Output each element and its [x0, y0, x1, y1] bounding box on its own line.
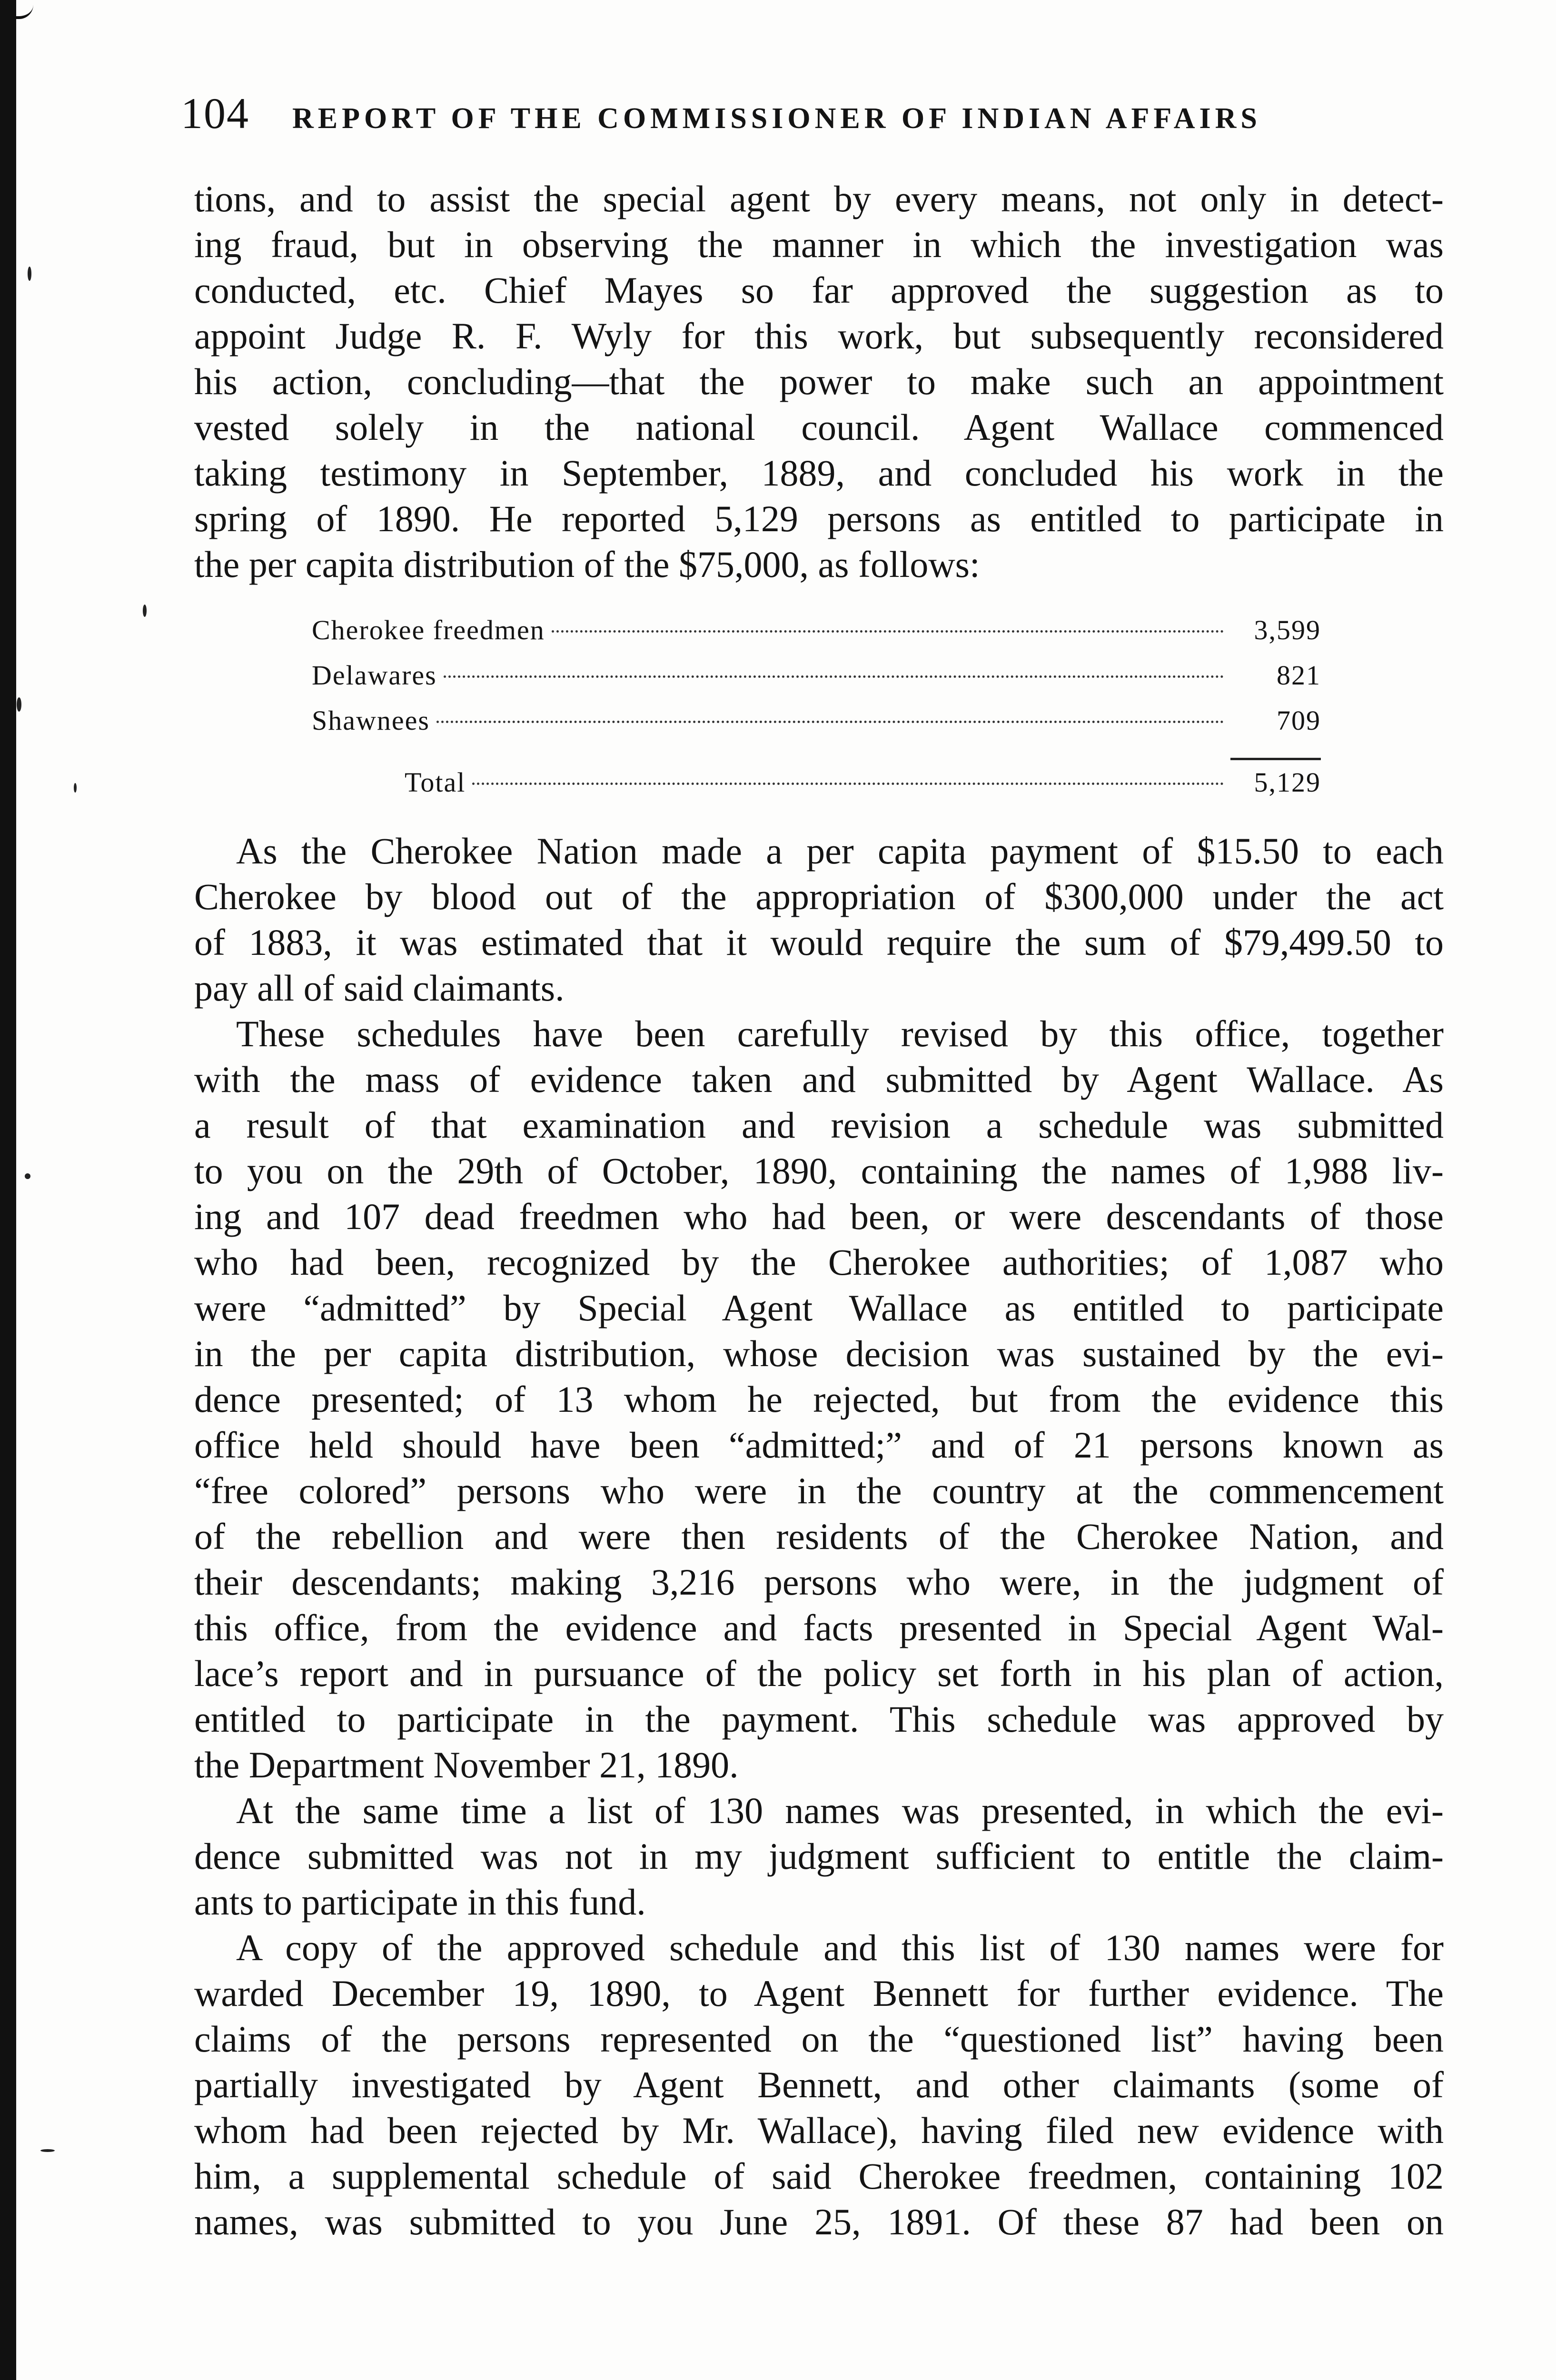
paragraph-4-line-text: At the same time a list of 130 names was presented, in which the evi-: [236, 1790, 1444, 1831]
population-table: [312, 614, 1321, 798]
scan-speck: [25, 1173, 30, 1179]
scan-corner-mark: [5, 5, 33, 19]
paragraph-5-line-text: A copy of the approved schedule and this list of 130 names were for: [236, 1927, 1444, 1968]
paragraph-5-line: whom had been rejected by Mr. Wallace), having filed new evidence with: [194, 2110, 1444, 2151]
dot-leader: [552, 630, 1224, 633]
scan-speck: [74, 783, 77, 793]
paragraph-5-line: [194, 1925, 1444, 1971]
paragraph-3-line: entitled to participate in the payment. This schedule was approved by: [194, 1698, 1444, 1740]
paragraph-3-line: their descendants; making 3,216 persons who were, in the judgment of: [194, 1561, 1444, 1603]
running-title: REPORT OF THE COMMISSIONER OF INDIAN AFFAIRS: [292, 102, 1261, 135]
paragraph-4-line: [194, 1788, 1444, 1834]
paragraph-1-line: his action, concluding—that the power to make such an appointment: [194, 361, 1444, 402]
table-row-label: Delawares: [312, 660, 437, 691]
paragraph-3-line: with the mass of evidence taken and submitted by Agent Wallace. As: [194, 1059, 1444, 1100]
table-row: [312, 614, 1321, 659]
page-header: [181, 88, 1447, 145]
dot-leader: [436, 721, 1224, 723]
paragraph-2-line-text: As the Cherokee Nation made a per capita payment of $15.50 to each: [236, 830, 1444, 872]
scan-speck: [28, 267, 31, 281]
table-row: [312, 704, 1321, 750]
paragraph-3-line: office held should have been “admitted;” and of 21 persons known as: [194, 1424, 1444, 1466]
paragraph-3-line: dence presented; of 13 whom he rejected, but from the evidence this: [194, 1378, 1444, 1420]
paragraph-1-line: vested solely in the national council. Agent Wallace commenced: [194, 407, 1444, 448]
paragraph-3-line: were “admitted” by Special Agent Wallace as entitled to participate: [194, 1287, 1444, 1329]
dot-leader: [444, 675, 1224, 678]
paragraph-1-line: taking testimony in September, 1889, and concluded his work in the: [194, 452, 1444, 494]
paragraph-1-line: ing fraud, but in observing the manner in which the investigation was: [194, 224, 1444, 265]
table-row: [312, 659, 1321, 704]
paragraph-2-line: of 1883, it was estimated that it would require the sum of $79,499.50 to: [194, 922, 1444, 963]
paragraph-3-line: lace’s report and in pursuance of the policy set forth in his plan of action,: [194, 1653, 1444, 1694]
paragraph-1-line: the per capita distribution of the $75,000, as follows:: [194, 544, 980, 585]
paragraph-4-line: dence submitted was not in my judgment sufficient to entitle the claim-: [194, 1835, 1444, 1877]
table-row-value: 821: [1277, 660, 1321, 691]
paragraph-3-line: this office, from the evidence and facts presented in Special Agent Wal-: [194, 1607, 1444, 1648]
paragraph-3-line: who had been, recognized by the Cherokee authorities; of 1,087 who: [194, 1241, 1444, 1283]
paragraph-2-line: [194, 828, 1444, 874]
paragraph-5-line: claims of the persons represented on the “questioned list” having been: [194, 2018, 1444, 2060]
scan-speck: [17, 697, 21, 712]
page-number: 104: [181, 89, 249, 138]
paragraph-1-line: spring of 1890. He reported 5,129 persons as entitled to participate in: [194, 498, 1444, 539]
paragraph-5-line: warded December 19, 1890, to Agent Bennett for further evidence. The: [194, 1973, 1444, 2014]
table-total-row: [405, 766, 1321, 812]
paragraph-3-line-text: These schedules have been carefully revised by this office, together: [236, 1013, 1444, 1054]
paragraph-2-line: pay all of said claimants.: [194, 967, 565, 1009]
paragraph-5-line: partially investigated by Agent Bennett, and other claimants (some of: [194, 2064, 1444, 2105]
paragraph-4-line: ants to participate in this fund.: [194, 1881, 646, 1923]
scan-speck: [143, 605, 147, 617]
paragraph-3-line: to you on the 29th of October, 1890, containing the names of 1,988 liv-: [194, 1150, 1444, 1191]
table-row-value: 3,599: [1254, 615, 1321, 645]
paragraph-5-line: him, a supplemental schedule of said Cherokee freedmen, containing 102: [194, 2155, 1444, 2197]
paragraph-3-line: a result of that examination and revision a schedule was submitted: [194, 1104, 1444, 1146]
dot-leader: [472, 783, 1224, 785]
scan-speck: [40, 2149, 55, 2152]
paragraph-2-line: Cherokee by blood out of the appropriation of $300,000 under the act: [194, 876, 1444, 917]
table-total-value: 5,129: [1254, 767, 1321, 798]
sum-rule: [1230, 758, 1321, 760]
scan-edge-left: [0, 0, 16, 2380]
paragraph-1-line: appoint Judge R. F. Wyly for this work, but subsequently reconsidered: [194, 315, 1444, 357]
paragraph-3-line: ing and 107 dead freedmen who had been, or were descendants of those: [194, 1196, 1444, 1237]
paragraph-1-line: conducted, etc. Chief Mayes so far approved the suggestion as to: [194, 269, 1444, 311]
table-row-value: 709: [1277, 705, 1321, 736]
paragraph-3-line: [194, 1011, 1444, 1057]
paragraph-5-line: names, was submitted to you June 25, 1891. Of these 87 had been on: [194, 2201, 1444, 2242]
table-row-label: Cherokee freedmen: [312, 615, 545, 645]
paragraph-3-line: “free colored” persons who were in the country at the commencement: [194, 1470, 1444, 1511]
paragraph-1-line: tions, and to assist the special agent by every means, not only in detect-: [194, 178, 1444, 219]
paragraph-3-line: the Department November 21, 1890.: [194, 1744, 739, 1785]
paragraph-3-line: of the rebellion and were then residents of the Cherokee Nation, and: [194, 1516, 1444, 1557]
table-row-label: Shawnees: [312, 705, 430, 736]
table-total-label: Total: [405, 767, 466, 798]
paragraph-3-line: in the per capita distribution, whose decision was sustained by the evi-: [194, 1333, 1444, 1374]
